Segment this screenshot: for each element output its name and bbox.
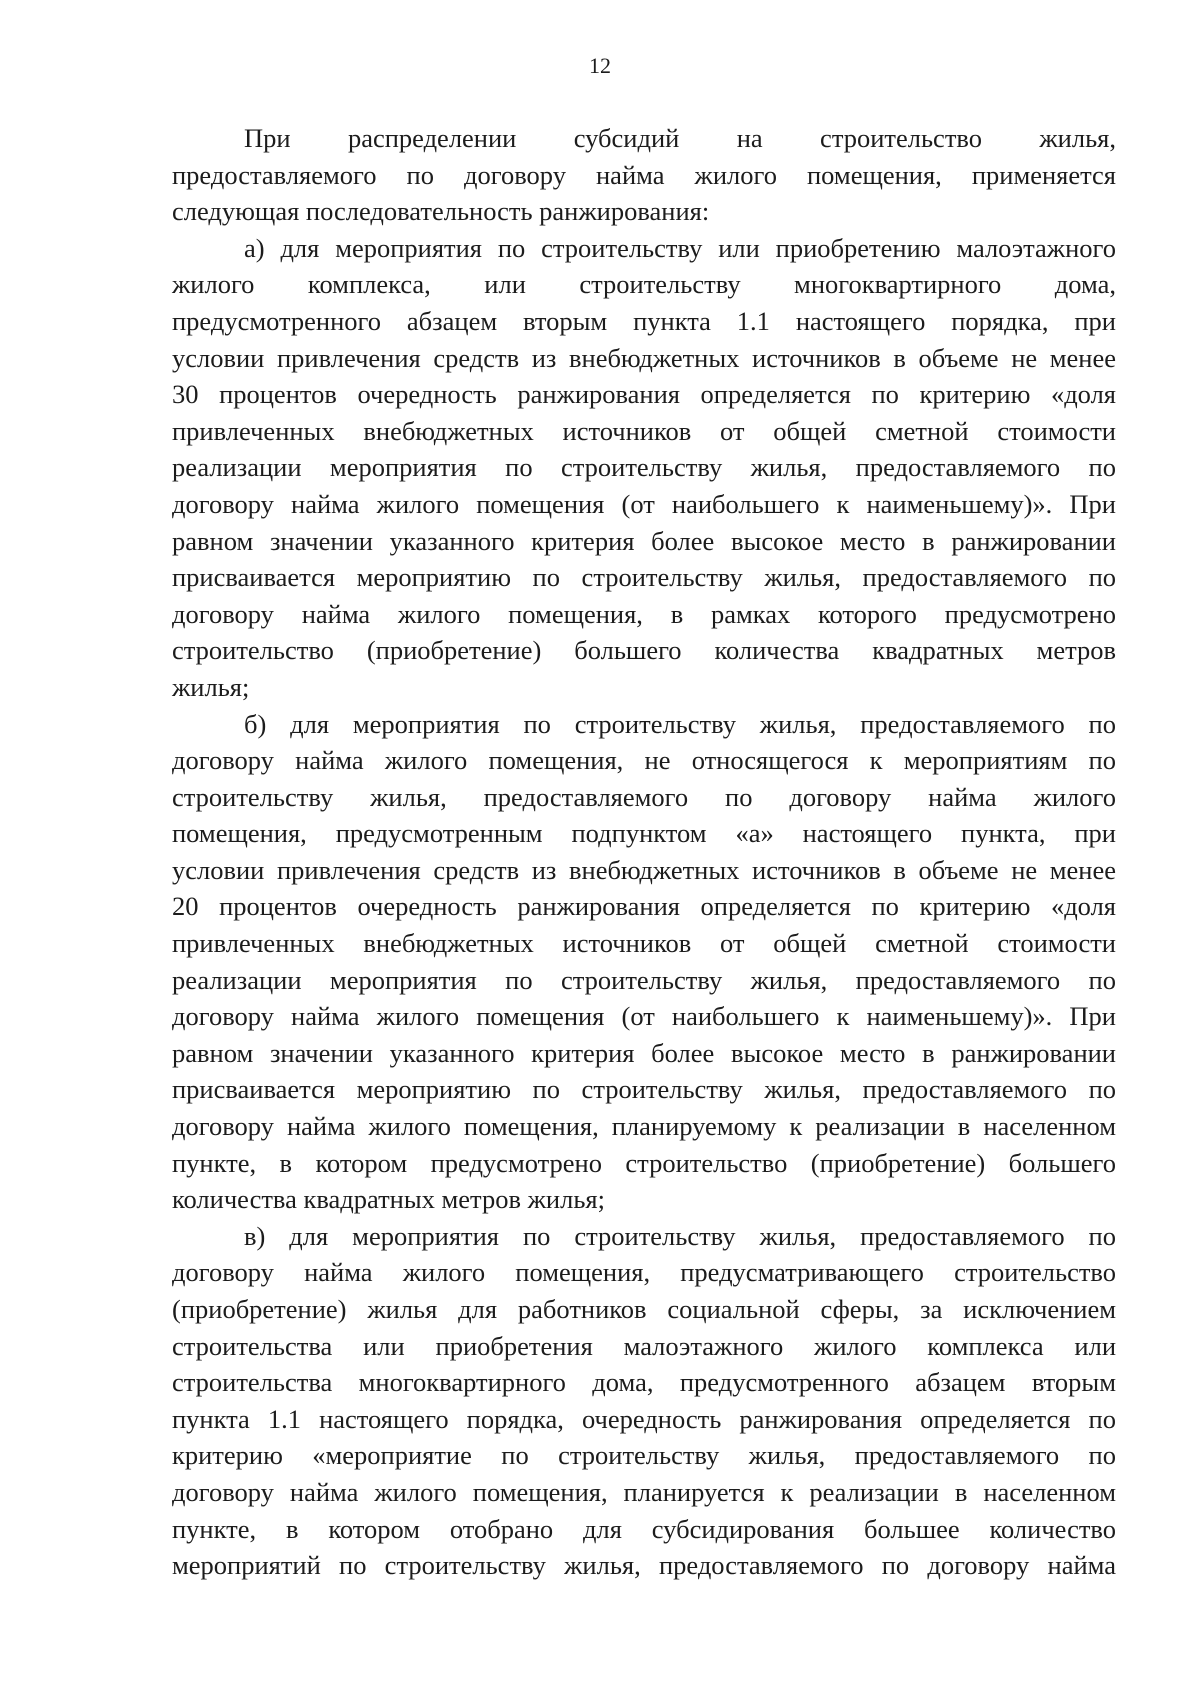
text-line: договору найма жилого помещения (от наибольшего к наименьшему)». При (172, 1001, 1116, 1032)
text-line: договору найма жилого помещения, планируется к реализации в населенном (172, 1476, 1116, 1507)
text-line: критерию «мероприятие по строительству жилья, предоставляемого по (172, 1440, 1116, 1471)
text-line: привлеченных внебюджетных источников от общей сметной стоимости (172, 928, 1116, 959)
text-line: в) для мероприятия по строительству жилья, предоставляемого по (244, 1220, 1116, 1251)
text-line: следующая последовательность ранжирования: (172, 196, 710, 227)
page-number: 12 (589, 53, 611, 78)
text-line: равном значении указанного критерия более высокое место в ранжировании (172, 1037, 1116, 1068)
text-line: присваивается мероприятию по строительству жилья, предоставляемого по (172, 1074, 1116, 1105)
text-line: договору найма жилого помещения, планируемому к реализации в населенном (172, 1111, 1116, 1142)
text-line: При распределении субсидий на строительство жилья, (244, 123, 1116, 153)
text-line: договору найма жилого помещения, не относящегося к мероприятиям по (172, 745, 1116, 776)
text-line: жилья; (172, 671, 250, 702)
paragraph (172, 230, 1116, 706)
text-line: присваивается мероприятию по строительству жилья, предоставляемого по (172, 562, 1116, 593)
text-line: условии привлечения средств из внебюджетных источников в объеме не менее (172, 854, 1116, 885)
text-line: пункте, в котором предусмотрено строительство (приобретение) большего (172, 1147, 1116, 1178)
text-line: договору найма жилого помещения, предусматривающего строительство (172, 1257, 1116, 1288)
text-line: пункта 1.1 настоящего порядка, очередность ранжирования определяется по (172, 1403, 1116, 1434)
paragraph (172, 120, 1116, 230)
text-line: строительству жилья, предоставляемого по договору найма жилого (172, 781, 1116, 812)
text-line: строительства или приобретения малоэтажного жилого комплекса или (172, 1330, 1116, 1361)
text-line: а) для мероприятия по строительству или приобретению малоэтажного (244, 232, 1116, 263)
paragraph (172, 1218, 1116, 1584)
text-line: реализации мероприятия по строительству жилья, предоставляемого по (172, 452, 1116, 483)
text-line: строительства многоквартирного дома, предусмотренного абзацем вторым (172, 1367, 1116, 1398)
text-line: 30 процентов очередность ранжирования определяется по критерию «доля (172, 379, 1116, 410)
text-line: (приобретение) жилья для работников социальной сферы, за исключением (172, 1294, 1116, 1324)
text-line: привлеченных внебюджетных источников от общей сметной стоимости (172, 415, 1116, 446)
text-line: пункте, в котором отобрано для субсидирования большее количество (172, 1513, 1116, 1544)
text-line: договору найма жилого помещения, в рамках которого предусмотрено (172, 598, 1116, 629)
text-line: предоставляемого по договору найма жилого помещения, применяется (172, 159, 1116, 190)
text-line: количества квадратных метров жилья; (172, 1184, 605, 1215)
text-line: 20 процентов очередность ранжирования определяется по критерию «доля (172, 891, 1116, 922)
text-line: помещения, предусмотренным подпунктом «а» настоящего пункта, при (172, 818, 1116, 849)
text-line: б) для мероприятия по строительству жилья, предоставляемого по (244, 708, 1116, 739)
text-line: реализации мероприятия по строительству жилья, предоставляемого по (172, 964, 1116, 995)
text-line: строительство (приобретение) большего количества квадратных метров (172, 635, 1116, 666)
document-body (172, 120, 1116, 1584)
text-line: договору найма жилого помещения (от наибольшего к наименьшему)». При (172, 488, 1116, 519)
text-line: мероприятий по строительству жилья, предоставляемого по договору найма (172, 1550, 1116, 1581)
paragraph (172, 706, 1116, 1218)
text-line: равном значении указанного критерия более высокое место в ранжировании (172, 525, 1116, 556)
text-line: жилого комплекса, или строительству многоквартирного дома, (172, 269, 1116, 300)
text-line: условии привлечения средств из внебюджетных источников в объеме не менее (172, 342, 1116, 373)
text-line: предусмотренного абзацем вторым пункта 1.1 настоящего порядка, при (172, 305, 1116, 336)
